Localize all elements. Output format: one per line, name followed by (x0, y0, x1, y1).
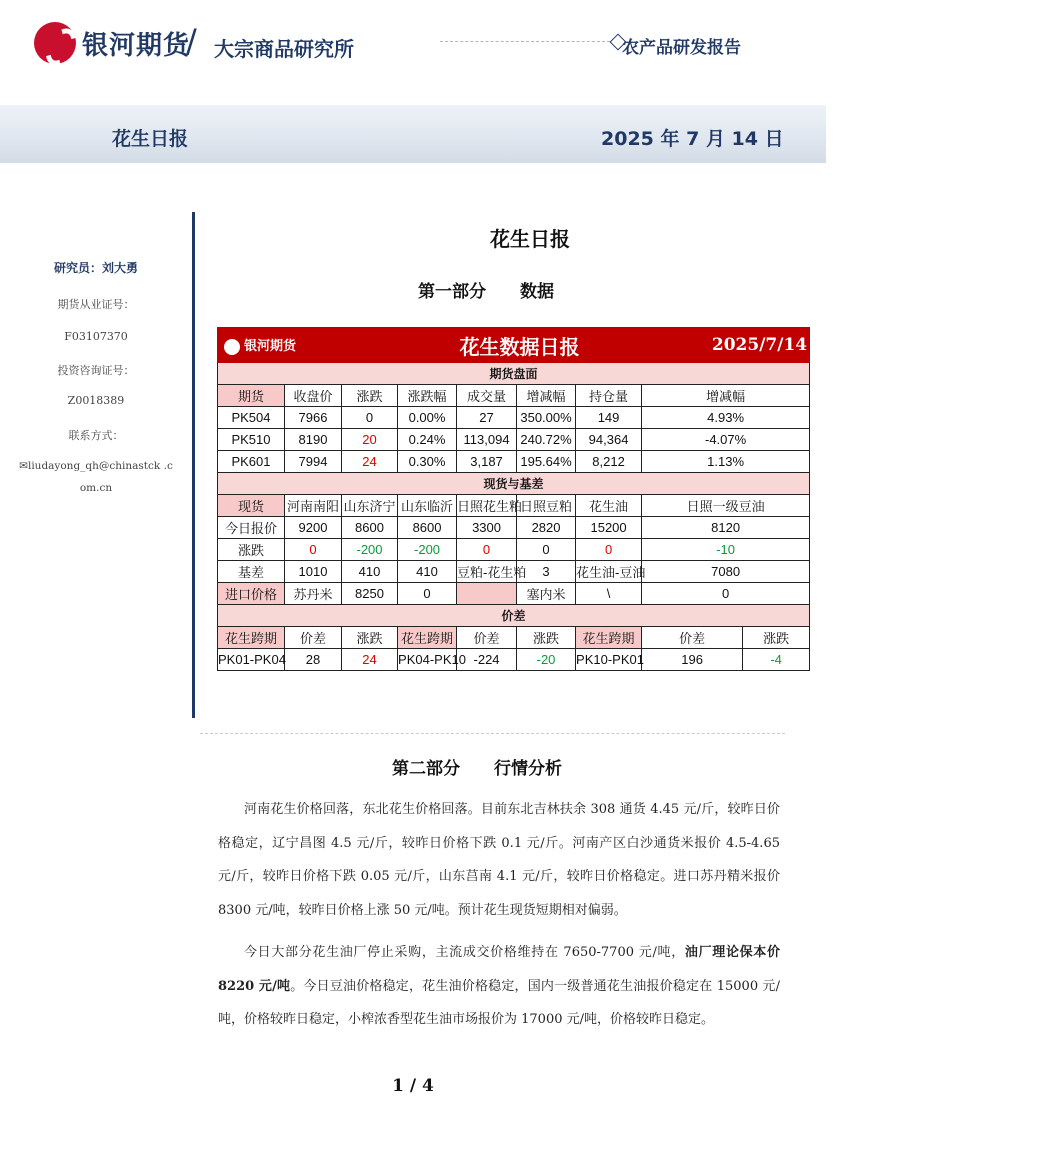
section-divider (200, 733, 785, 734)
cell: 基差 (218, 561, 285, 583)
consult-number: Z0018389 (67, 394, 125, 407)
mail-icon: ✉ (19, 460, 28, 472)
text-run: 今日大部分花生油厂停止采购，主流成交价格维持在 7650-7700 元/吨， (244, 945, 685, 960)
logo-icon (224, 339, 240, 355)
header-cell: 山东临沂 (398, 495, 457, 517)
table-row (218, 451, 810, 473)
header-divider (440, 41, 610, 42)
report-category: 农产品研发报告 (622, 38, 741, 58)
header-cell: 花生跨期 (398, 627, 457, 649)
cell: -200 (342, 539, 398, 561)
cell: 8120 (642, 517, 810, 539)
header-cell: 日照花生粕 (457, 495, 517, 517)
cell: 0.24% (398, 429, 457, 451)
cell: 8250 (342, 583, 398, 605)
header-cell: 涨跌幅 (398, 385, 457, 407)
cell: -4.07% (642, 429, 810, 451)
consult-label: 投资咨询证号： (57, 364, 135, 377)
cell: PK504 (218, 407, 285, 429)
researcher-name: 研究员：刘大勇 (53, 261, 138, 275)
cell: 3 (517, 561, 576, 583)
cell: PK01-PK04 (218, 649, 285, 671)
cell: 0 (517, 539, 576, 561)
cell: -200 (398, 539, 457, 561)
cell: 7080 (642, 561, 810, 583)
cell: -4 (743, 649, 810, 671)
sidebar-divider (192, 212, 195, 718)
table-row (218, 583, 810, 605)
text-run: 。今日豆油价格稳定，花生油价格稳定，国内一级普通花生油报价稳定在 15000 元/吨，价格较昨日稳定，小榨浓香型花生油市场报价为 17000 元/吨，价格较昨日稳定。 (218, 978, 780, 1027)
cell: 苏丹米 (285, 583, 342, 605)
header-cell: 期货 (218, 385, 285, 407)
cell: PK04-PK10 (398, 649, 457, 671)
cell: 410 (398, 561, 457, 583)
header-cell: 河南南阳 (285, 495, 342, 517)
header-cell: 成交量 (457, 385, 517, 407)
header-cell: 涨跌 (517, 627, 576, 649)
cell: 24 (342, 649, 398, 671)
cell: 豆粕-花生粕 (457, 561, 517, 583)
cell: 3,187 (457, 451, 517, 473)
table-row (218, 517, 810, 539)
header-cell: 价差 (285, 627, 342, 649)
peanut-data-table (217, 327, 810, 671)
header-cell: 增减幅 (642, 385, 810, 407)
breakeven-price-text: 油厂理论保本价 8220 元/吨 (218, 945, 780, 994)
table-row (218, 561, 810, 583)
cell: 0 (398, 583, 457, 605)
cell: 195.64% (517, 451, 576, 473)
table-logo: 银河期货 (218, 328, 398, 363)
cell: 28 (285, 649, 342, 671)
banner-title: 花生日报 (112, 128, 189, 150)
section-futures: 期货盘面 (218, 363, 810, 385)
cell (457, 583, 517, 605)
cell: 8600 (398, 517, 457, 539)
futures-header-row (218, 385, 810, 407)
cell: 花生油-豆油 (576, 561, 642, 583)
header-cell: 价差 (642, 627, 743, 649)
analysis-paragraph-2 (218, 936, 780, 1037)
table-row (218, 429, 810, 451)
cell: PK510 (218, 429, 285, 451)
cell: 24 (342, 451, 398, 473)
cell: 2820 (517, 517, 576, 539)
cell: -20 (517, 649, 576, 671)
cell: 7966 (285, 407, 342, 429)
cell: 8,212 (576, 451, 642, 473)
spread-header-row (218, 627, 810, 649)
cell: 1.13% (642, 451, 810, 473)
cell: 8190 (285, 429, 342, 451)
part2-heading: 第二部分 行情分析 (392, 759, 562, 779)
part1-heading: 第一部分 数据 (418, 282, 554, 302)
cell: -224 (457, 649, 517, 671)
cert-number: F03107370 (64, 330, 128, 343)
department-name: 大宗商品研究所 (214, 37, 354, 61)
cell: 今日报价 (218, 517, 285, 539)
cell: 113,094 (457, 429, 517, 451)
cell: 149 (576, 407, 642, 429)
header-cell: 涨跌 (743, 627, 810, 649)
cell: PK601 (218, 451, 285, 473)
contact-label: 联系方式： (68, 429, 124, 442)
cell: 1010 (285, 561, 342, 583)
cell: \ (576, 583, 642, 605)
cell: 涨跌 (218, 539, 285, 561)
email-line-2[interactable]: om.cn (79, 482, 113, 494)
cell: 0 (576, 539, 642, 561)
table-row (218, 539, 810, 561)
page-number: 1 / 4 (392, 1076, 434, 1096)
header-cell: 涨跌 (342, 627, 398, 649)
cell: 240.72% (517, 429, 576, 451)
cell: 350.00% (517, 407, 576, 429)
cell: 8600 (342, 517, 398, 539)
cell: 7994 (285, 451, 342, 473)
header-cell: 山东济宁 (342, 495, 398, 517)
cell: 410 (342, 561, 398, 583)
header-cell: 日照豆粕 (517, 495, 576, 517)
cell: 0 (457, 539, 517, 561)
section-spot: 现货与基差 (218, 473, 810, 495)
analysis-paragraph-1: 河南花生价格回落，东北花生价格回落。目前东北吉林扶余 308 通货 4.45 元/斤，较昨日价格稳定，辽宁昌图 4.5 元/斤，较昨日价格下跌 0.1 元/斤。河南产区白沙通货米报价 4.5-4.65 元/斤，较昨日价格下跌 0.05 元/斤，山东莒南 4.1 元/斤，较昨日价格稳定。进口苏丹精米报价 8300 元/吨，较昨日价格上涨 50 元/吨。预计花生现货短期相对偏弱。 (218, 802, 780, 918)
cell: 196 (642, 649, 743, 671)
page-title: 花生日报 (490, 227, 570, 251)
header-cell: 增减幅 (517, 385, 576, 407)
banner-date: 2025 年 7 月 14 日 (601, 128, 784, 150)
cell: 15200 (576, 517, 642, 539)
spot-header-row (218, 495, 810, 517)
section-spread: 价差 (218, 605, 810, 627)
cell: 0 (285, 539, 342, 561)
header-cell: 涨跌 (342, 385, 398, 407)
table-row (218, 407, 810, 429)
header-cell: 日照一级豆油 (642, 495, 810, 517)
table-title-row (218, 328, 810, 363)
cell: 进口价格 (218, 583, 285, 605)
cell: 塞内米 (517, 583, 576, 605)
header-slash: / (186, 22, 197, 60)
table-date: 2025/7/14 (642, 328, 810, 363)
cell: 0 (642, 583, 810, 605)
cell: 0 (342, 407, 398, 429)
cert-label: 期货从业证号： (57, 298, 135, 311)
table-title: 花生数据日报 (398, 328, 642, 363)
cell: -10 (642, 539, 810, 561)
header-cell: 收盘价 (285, 385, 342, 407)
header-cell: 花生跨期 (218, 627, 285, 649)
cell: 3300 (457, 517, 517, 539)
brand-name: 银河期货 (82, 31, 191, 61)
cell: 0.00% (398, 407, 457, 429)
email-line-1[interactable]: ✉liudayong_qh@chinastck .c (19, 460, 173, 472)
cell: 0.30% (398, 451, 457, 473)
header-cell: 花生跨期 (576, 627, 642, 649)
header-cell: 价差 (457, 627, 517, 649)
header-cell: 持仓量 (576, 385, 642, 407)
header-cell: 花生油 (576, 495, 642, 517)
cell: 4.93% (642, 407, 810, 429)
cell: PK10-PK01 (576, 649, 642, 671)
cell: 94,364 (576, 429, 642, 451)
cell: 27 (457, 407, 517, 429)
header-cell: 现货 (218, 495, 285, 517)
cell: 20 (342, 429, 398, 451)
table-row (218, 649, 810, 671)
cell: 9200 (285, 517, 342, 539)
